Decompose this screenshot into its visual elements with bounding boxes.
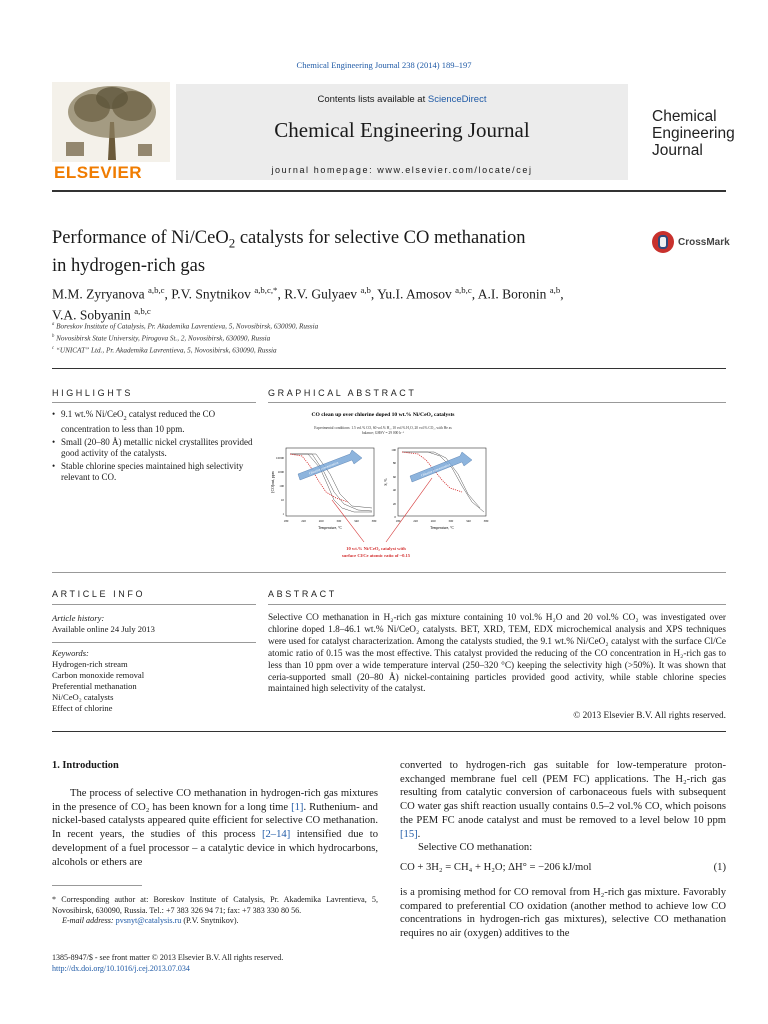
right-column-continued: is a promising method for CO removal from H₂-rich gas mixture. Favorably compared to preferential CO oxidation (another method to achieve low CO concentrations in hydrogen-rich gas mixtures), selective CO methanation requires no air (oxygen) additives to the [400, 887, 726, 940]
affiliation-mark: c [52, 346, 55, 351]
issn-text: 1385-8947/$ - see front matter © 2013 Elsevier B.V. All rights reserved. [52, 953, 284, 962]
citation-link[interactable]: [1] [291, 801, 304, 813]
author-affiliation-mark: a,b [549, 285, 561, 295]
history-value: Available online 24 July 2013 [52, 624, 155, 634]
paragraph-text: Selective CO methanation: [418, 842, 533, 854]
author-name[interactable]: M.M. Zyryanova [52, 286, 145, 302]
abstract-heading: ABSTRACT [268, 589, 337, 599]
highlight-item [52, 437, 262, 460]
graphical-abstract-rule [268, 402, 726, 403]
homepage-link[interactable]: www.elsevier.com/locate/cej [377, 165, 533, 175]
author-affiliation-mark: a,b [360, 285, 371, 295]
author-name[interactable]: R.V. Gulyaev [284, 286, 358, 302]
journal-reference[interactable]: Chemical Engineering Journal 238 (2014) 189–197 [296, 60, 472, 70]
keyword[interactable]: Carbon monoxide removal [52, 670, 145, 680]
paragraph-text: . Ruthenium- and nickel-based catalysts appeared quite efficient for selective CO methanation. In recent years, the studies of this process [52, 801, 378, 841]
ga-right-xlabel: Temperature, °C [430, 526, 454, 530]
ga-right-ylabel: S, % [384, 478, 388, 486]
email-label: E-mail address: [62, 916, 116, 925]
ga-right-xtick: 260 [430, 519, 436, 523]
section-rule [52, 572, 726, 573]
contents-prefix: Contents lists available at [317, 94, 428, 105]
ga-right-ytick: 20 [392, 502, 396, 506]
cover-line: Engineering [652, 125, 735, 142]
section-rule [52, 731, 726, 732]
citation-link[interactable]: [15] [400, 828, 418, 840]
ga-right-ytick: 60 [392, 475, 396, 479]
affiliation [52, 346, 277, 354]
ga-figure-title: CO clean up over chlorine doped 10 wt.% Ni/CeO₂ catalysts [311, 412, 455, 418]
title-line-2: in hydrogen-rich gas [52, 255, 206, 276]
sciencedirect-link[interactable]: ScienceDirect [427, 94, 487, 105]
ga-left-xtick: 220 [301, 519, 306, 523]
ga-left-xtick: 180 [283, 519, 289, 523]
author-affiliation-mark: a,b,c [134, 305, 151, 316]
equation-number: (1) [713, 862, 726, 873]
author-name[interactable]: V.A. Sobyanin [52, 307, 131, 322]
title-part: catalysts for selective CO methanation [235, 228, 526, 248]
author-name[interactable]: A.I. Boronin [477, 286, 547, 302]
author-affiliation-mark: a,b,c [147, 285, 165, 295]
ga-left-ytick: 10 [280, 498, 284, 502]
abstract-copyright: © 2013 Elsevier B.V. All rights reserved. [573, 711, 726, 721]
highlight-text: 9.1 wt.% Ni/CeO [61, 409, 124, 419]
highlights-list [52, 409, 262, 485]
affiliation [52, 322, 318, 330]
ga-right-ytick: 100 [391, 448, 396, 452]
keyword[interactable]: Preferential methanation [52, 681, 137, 691]
journal-cover-title [652, 108, 735, 159]
author-list: M.M. Zyryanova $^{a,b,c}$, P.V. Snytnikov $^{a,b,c,*}$, R.V. Gulyaev $^{a,b}$, Yu.I. Amosov $^{a,b,c}$, A.I. Boronin $^{a,b}$, V.A. Sobyanin $^{a,b,c}$ [52, 285, 564, 322]
affiliation-text: Novosibirsk State University, Pirogova St., 2, Novosibirsk, 630090, Russia [56, 334, 271, 343]
corresponding-author-footnote [52, 895, 378, 927]
title-part: Performance of Ni/CeO [52, 228, 229, 248]
crossmark-badge[interactable] [652, 231, 730, 253]
citation-link[interactable]: [2–14] [261, 829, 291, 841]
publisher-wordmark: ELSEVIER [54, 163, 143, 182]
ga-right-xtick: 180 [395, 519, 401, 523]
title-subscript: 2 [228, 235, 236, 251]
ga-left-xtick: 260 [318, 519, 324, 523]
author-affiliation-mark: a,b,c,* [254, 285, 278, 295]
highlight-text: Small (20–80 Å) metallic nickel crystallites provided good activity of the catalysts. [61, 436, 253, 459]
keyword[interactable]: Hydrogen-rich stream [52, 659, 128, 669]
ga-right-xtick: 340 [466, 519, 471, 523]
highlights-heading: HIGHLIGHTS [52, 388, 134, 398]
equation-1 [400, 862, 726, 873]
affiliation-text: Boreskov Institute of Catalysis, Pr. Akademika Lavrentieva, 5, Novosibirsk, 630090, Russia [56, 322, 319, 331]
author-affiliation-mark: a,b,c [455, 285, 472, 295]
ga-left-xlabel: Temperature, °C [318, 526, 342, 530]
ga-conditions: balance; GHSV = 29 000 h⁻¹ [362, 431, 404, 435]
abstract-rule [268, 604, 726, 605]
ga-right-ytick: 80 [392, 461, 396, 465]
keyword[interactable]: Ni/CeO₂ catalysts [52, 692, 114, 702]
paragraph-text: intensified due to development of a fuel processor – a catalytic device in which hydrocarbons, alcohols or ethers are [52, 829, 378, 868]
crossmark-icon [652, 231, 674, 253]
article-info-rule [52, 604, 256, 605]
crossmark-label: CrossMark [678, 236, 730, 248]
ga-callout-text: 10 wt.% Ni/CeO₂ catalyst with [346, 546, 406, 551]
ga-right-xtick: 220 [413, 519, 418, 523]
highlight-item [52, 409, 262, 436]
affiliation-mark: a [52, 322, 55, 327]
ga-right-ytick: 40 [392, 488, 396, 492]
introduction-paragraph [52, 787, 378, 869]
article-title [52, 227, 612, 277]
ga-right-ytick: 0 [394, 515, 396, 519]
contents-line [176, 94, 628, 105]
footnote-text: * Corresponding author at: Boreskov Institute of Catalysis, Pr. Akademika Lavrentieva, 5, Novosibirsk, 630090, Russia. Tel.: +7 383 326 94 71; fax: +7 383 330 80 56. [52, 895, 378, 915]
keyword[interactable]: Effect of chlorine [52, 703, 113, 713]
equation-text: CO + 3H₂ = CH₄ + H₂O; ΔH° = −206 kJ/mol [400, 862, 592, 873]
journal-homepage [176, 165, 628, 175]
author-name[interactable]: P.V. Snytnikov [171, 286, 251, 302]
ga-left-ylabel: [CO]out, ppm [271, 471, 275, 493]
highlight-text: Stable chlorine species maintained high selectivity relevant to CO. [61, 460, 244, 483]
article-info-divider [52, 642, 256, 643]
email-link[interactable]: pvsnyt@catalysis.ru [115, 916, 182, 925]
ga-left-ytick: 100 [279, 484, 284, 488]
doi-link[interactable]: http://dx.doi.org/10.1016/j.cej.2013.07.034 [52, 964, 190, 973]
graphical-abstract-heading: GRAPHICAL ABSTRACT [268, 388, 417, 398]
paragraph-text: . [417, 828, 421, 840]
highlight-item [52, 461, 262, 484]
right-column-text [400, 759, 726, 855]
section-rule [52, 368, 726, 369]
ga-left-xtick: 380 [371, 519, 377, 523]
graphical-abstract-figure [268, 408, 498, 570]
affiliation [52, 334, 270, 342]
issn-block [52, 952, 378, 974]
journal-title: Chemical Engineering Journal [274, 118, 530, 142]
keywords-label: Keywords: [52, 648, 89, 658]
ga-right-xtick: 300 [448, 519, 454, 523]
author-name[interactable]: Yu.I. Amosov [377, 286, 452, 302]
ga-right-xtick: 380 [483, 519, 489, 523]
ga-left-arrow-label: Chlorine concentration [308, 460, 339, 476]
ga-left-xtick: 300 [336, 519, 342, 523]
ga-left-ytick: 1 [282, 512, 284, 516]
cover-line: Chemical [652, 108, 717, 125]
ga-conditions: Experimental conditions: 1.5 vol.% CO, 60 vol.% H₂, 10 vol.% H₂O, 20 vol.% CO₂, with He as [314, 426, 452, 430]
ga-callout-text: surface Cl/Ce atomic ratio of ~0.15 [341, 553, 411, 558]
affiliation-mark: b [52, 334, 55, 339]
ga-left-xtick: 340 [354, 519, 359, 523]
paragraph-text: The process of selective CO methanation in hydrogen-rich gas mixtures in the presence of CO₂ has been known for a long time [52, 788, 378, 813]
paragraph-text: converted to hydrogen-rich gas suitable for low-temperature proton-exchanged membrane fuel cell (PEM FC) applications. The H₂-rich gas resulting from catalytic conversion of carbonaceous fuels with subsequent CO water gas shift reaction usually contains 0.5–2 vol.% CO, which poisons the PEM FC anode catalyst and must be removed to a level below 10 ppm [400, 760, 726, 826]
history-label: Article history: [52, 613, 105, 623]
footnote-rule [52, 885, 142, 886]
affiliation-text: “UNICAT” Ltd., Pr. Akademika Lavrentieva, 5, Novosibirsk, 630090, Russia [55, 346, 277, 355]
elsevier-tree-logo [52, 82, 170, 162]
article-info-block [52, 613, 262, 714]
highlights-rule [52, 402, 256, 403]
header-rule [52, 190, 726, 192]
section-heading-introduction: 1. Introduction [52, 760, 119, 771]
highlight-subscript: 2 [123, 414, 127, 422]
ga-right-arrow-label: Chlorine concentration [420, 462, 451, 478]
homepage-prefix: journal homepage: [271, 165, 378, 175]
article-info-heading: ARTICLE INFO [52, 589, 146, 599]
abstract-text: Selective CO methanation in H₂-rich gas mixture containing 10 vol.% H₂O and 20 vol.% CO₂ was investigated over chlorine doped 1.8–46.1 wt.% Ni/CeO₂ catalysts. BET, XRD, TEM, EDX microchemical analysis and XPS techniques were used for catalyst characterization. Among the catalysts studied, the 9.1 wt.% Ni/CeO₂ catalyst with the surface Cl/Ce atomic ratio of 0.15 was the most effective. This catalyst provided the reducing of the CO concentration in H₂-rich gas to less than 10 ppm over a wide temperature interval (250–320 °C) keeping the selectivity high (>50%). It was shown that ceria-supported small (20–80 Å) nickel-containing particles provided good activity, while stable chlorine species maintained high selectivity of the catalyst. [268, 613, 726, 695]
highlight-text: catalyst reduced the CO concentration to less than 10 ppm. [61, 409, 216, 435]
ga-left-ytick: 1000 [277, 470, 284, 474]
email-suffix: (P.V. Snytnikov). [181, 916, 239, 925]
cover-line: Journal [652, 142, 703, 159]
ga-left-ytick: 10000 [276, 456, 284, 460]
